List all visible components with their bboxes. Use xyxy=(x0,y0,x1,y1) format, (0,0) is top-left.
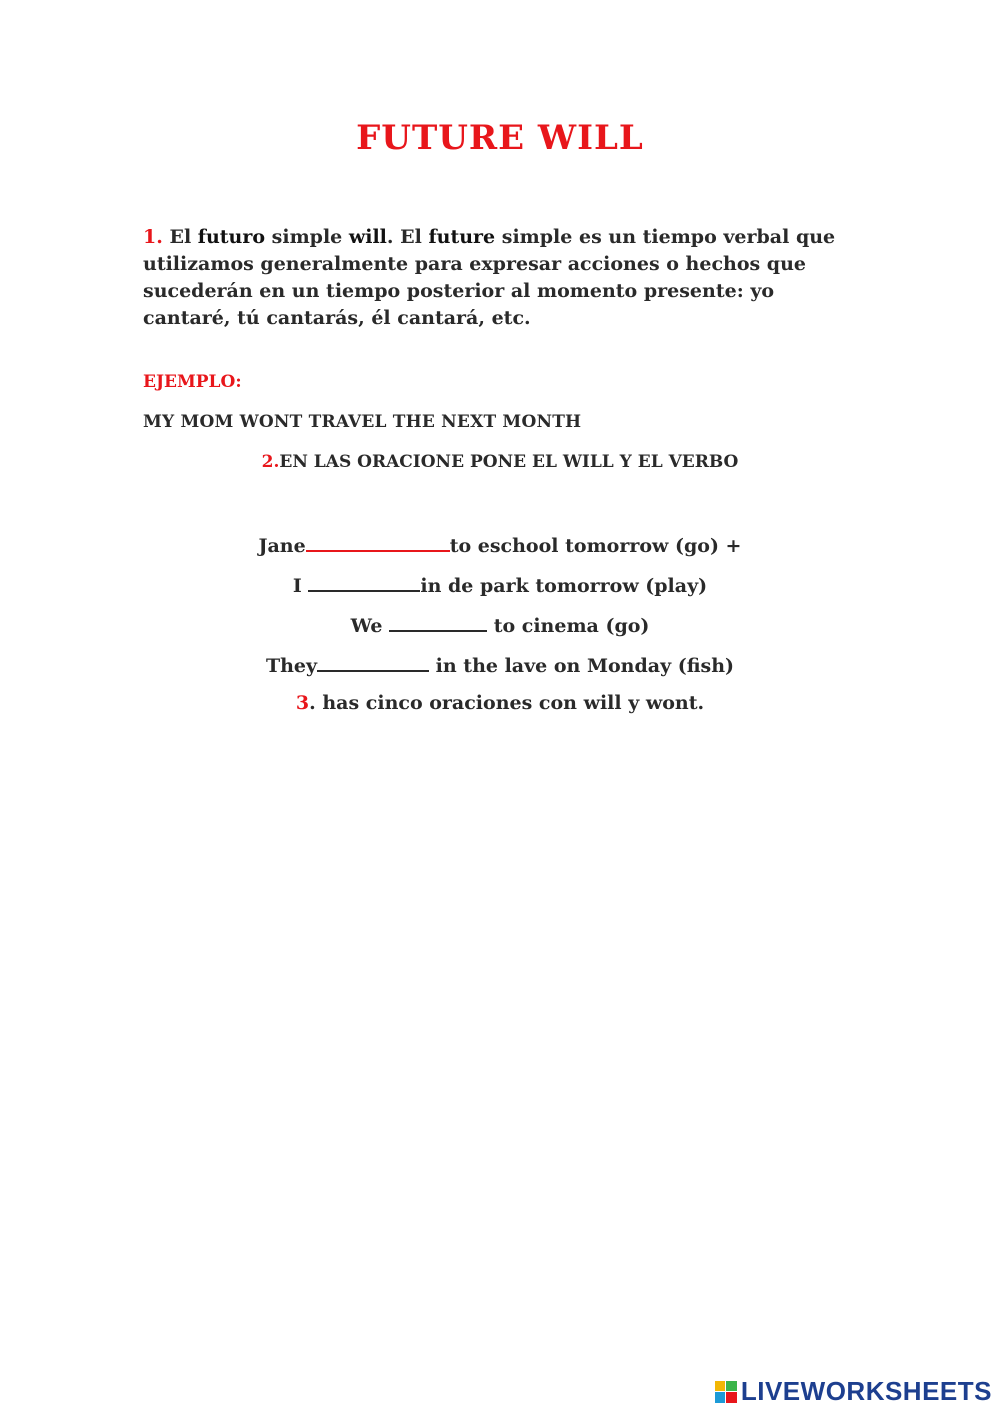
section-1-text-b: simple xyxy=(265,226,349,248)
section-2-instruction xyxy=(0,452,1000,472)
exercise-row xyxy=(0,612,1000,637)
exercise-1-before: Jane xyxy=(258,535,306,557)
section-3-number: 3 xyxy=(295,692,310,714)
exercise-4-after: in the lave on Monday (fish) xyxy=(429,655,735,677)
logo-square-yellow xyxy=(715,1381,726,1392)
section-3-text: . has cinco oraciones con will y wont. xyxy=(309,692,705,714)
section-1-paragraph xyxy=(143,224,843,332)
logo-square-red xyxy=(726,1392,737,1403)
exercise-row xyxy=(0,652,1000,677)
liveworksheets-logo-icon xyxy=(715,1381,737,1403)
section-1-text-a: El xyxy=(162,226,198,248)
section-1-bold-c: future xyxy=(428,226,496,248)
section-1-text-d: simple es un tiempo verbal que utilizamos generalmente para expresar acciones o hechos que sucederán en un tiempo posterior al momento presente: yo cantaré, tú cantarás, él cantará, etc. xyxy=(143,226,836,329)
example-sentence: MY MOM WONT TRAVEL THE NEXT MONTH xyxy=(143,412,582,432)
section-1-bold-b: will xyxy=(348,226,387,248)
page-title: FUTURE WILL xyxy=(356,118,644,158)
exercise-1-blank-b[interactable] xyxy=(378,532,450,552)
exercise-4-before: They xyxy=(265,655,318,677)
section-1-text-c: . El xyxy=(386,226,429,248)
ejemplo-label: EJEMPLO: xyxy=(143,372,242,392)
exercise-4-blank[interactable] xyxy=(317,652,429,672)
exercise-3-before: We xyxy=(350,615,390,637)
exercise-1-after: to eschool tomorrow (go) + xyxy=(449,535,742,557)
exercise-3-after: to cinema (go) xyxy=(487,615,650,637)
exercise-2-before: I xyxy=(292,575,309,597)
liveworksheets-watermark xyxy=(715,1376,992,1407)
exercise-row xyxy=(0,572,1000,597)
section-2-text: EN LAS ORACIONE PONE EL WILL Y EL VERBO xyxy=(279,452,739,472)
logo-square-green xyxy=(726,1381,737,1392)
logo-square-blue xyxy=(715,1392,726,1403)
section-1-number: 1. xyxy=(143,226,163,248)
exercise-3-blank[interactable] xyxy=(389,612,487,632)
exercise-row xyxy=(0,532,1000,557)
section-1-bold-a: futuro xyxy=(197,226,266,248)
section-3-instruction xyxy=(0,692,1000,714)
exercise-1-blank-a[interactable] xyxy=(306,532,378,552)
exercise-2-after: in de park tomorrow (play) xyxy=(420,575,708,597)
section-2-number: 2. xyxy=(261,452,280,472)
liveworksheets-text: LIVEWORKSHEETS xyxy=(740,1376,992,1406)
exercise-2-blank[interactable] xyxy=(308,572,420,592)
